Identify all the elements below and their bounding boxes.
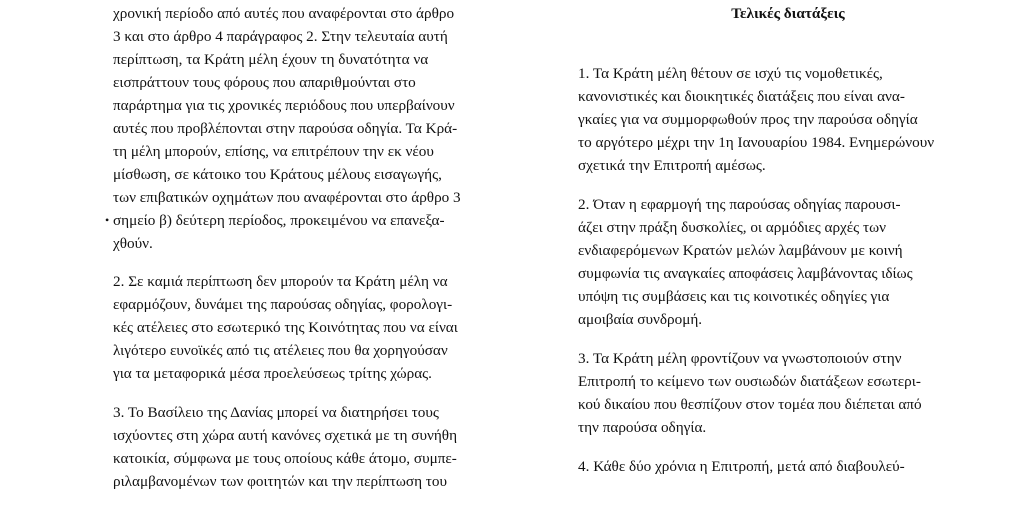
text-line: ισχύοντες στη χώρα αυτή κανόνες σχετικά με τη συνήθη	[113, 427, 458, 444]
right-paragraph-3	[578, 347, 998, 439]
text-line: περίπτωση, τα Κράτη μέλη έχουν τη δυνατότητα να	[113, 51, 429, 68]
right-paragraph-4	[578, 455, 998, 478]
right-paragraph-2	[578, 193, 998, 331]
text-line: την παρούσα οδηγία.	[578, 419, 707, 436]
text-line	[105, 209, 533, 232]
text-line: 3. Τα Κράτη μέλη φροντίζουν να γνωστοποιούν στην	[578, 350, 902, 367]
text-line: 3. Το Βασίλειο της Δανίας μπορεί να διατηρήσει τους	[113, 404, 439, 421]
text-line: ριλαμβανομένων των φοιτητών και την περίπτωση του	[113, 473, 448, 490]
text-line: χθούν.	[113, 235, 153, 252]
text-line: κανονιστικές και διοικητικές διατάξεις που είναι ανα-	[578, 88, 905, 105]
text-line: 4. Κάθε δύο χρόνια η Επιτροπή, μετά από διαβουλεύ-	[578, 458, 905, 475]
text-line: το αργότερο μέχρι την 1η Ιανουαρίου 1984. Ενημερώνουν	[578, 134, 935, 151]
text-line: εφαρμόζουν, δυνάμει της παρούσας οδηγίας, φορολογι-	[113, 296, 453, 313]
text-line: ενδιαφερόμενων Κρατών μελών λαμβάνουν με κοινή	[578, 242, 903, 259]
text-line: λιγότερο ευνοϊκές από τις ατέλειες που θα χορηγούσαν	[113, 342, 448, 359]
text-line: σχετικά την Επιτροπή αμέσως.	[578, 157, 766, 174]
text-line: υπόψη τις συμβάσεις και τις κοινοτικές οδηγίες για	[578, 288, 890, 305]
margin-mark: •	[105, 213, 110, 227]
text-line-content: σημείο β) δεύτερη περίοδος, προκειμένου να επανεξα-	[113, 212, 445, 229]
left-column	[105, 2, 533, 508]
text-line: Επιτροπή το κείμενο των ουσιωδών διατάξεων εσωτερι-	[578, 373, 921, 390]
left-paragraph-2	[113, 270, 533, 385]
section-heading: Τελικές διατάξεις	[731, 5, 845, 22]
text-line: 3 και στο άρθρο 4 παράγραφος 2. Στην τελευταία αυτή	[113, 28, 448, 45]
text-line: κού δικαίου που θεσπίζουν στον τομέα που διέπεται από	[578, 396, 922, 413]
text-line: εισπράττουν τους φόρους που απαριθμούνται στο	[113, 74, 416, 91]
text-line: αμοιβαία συνδρομή.	[578, 311, 703, 328]
left-paragraph-3	[113, 401, 533, 493]
text-line: αυτές που προβλέπονται στην παρούσα οδηγία. Τα Κρά-	[113, 120, 458, 137]
text-line: κές ατέλειες στο εσωτερικό της Κοινότητας που να είναι	[113, 319, 458, 336]
text-line: συμφωνία τις αναγκαίες αποφάσεις λαμβάνοντας ιδίως	[578, 265, 913, 282]
right-paragraph-1	[578, 62, 998, 177]
text-line: μίσθωση, σε κάτοικο του Κράτους μέλους εισαγωγής,	[113, 166, 442, 183]
left-paragraph-1	[105, 2, 533, 255]
text-line: άζει στην πράξη δυσκολίες, οι αρμόδιες αρχές των	[578, 219, 886, 236]
text-line: χρονική περίοδο από αυτές που αναφέρονται στο άρθρο	[113, 5, 455, 22]
right-column	[578, 2, 998, 493]
text-line: γκαίες για να συμμορφωθούν προς την παρούσα οδηγία	[578, 111, 918, 128]
text-line: τη μέλη μπορούν, επίσης, να επιτρέπουν την εκ νέου	[113, 143, 434, 160]
text-line: για τα μεταφορικά μέσα προελεύσεως τρίτης χώρας.	[113, 365, 432, 382]
text-line: 2. Όταν η εφαρμογή της παρούσας οδηγίας παρουσι-	[578, 196, 901, 213]
text-line: παράρτημα για τις χρονικές περιόδους που υπερβαίνουν	[113, 97, 455, 114]
text-line: των επιβατικών οχημάτων που αναφέρονται στο άρθρο 3	[113, 189, 461, 206]
text-line: 2. Σε καμιά περίπτωση δεν μπορούν τα Κράτη μέλη να	[113, 273, 448, 290]
text-line: 1. Τα Κράτη μέλη θέτουν σε ισχύ τις νομοθετικές,	[578, 65, 883, 82]
text-line: κατοικία, σύμφωνα με τους οποίους κάθε άτομο, συμπε-	[113, 450, 457, 467]
